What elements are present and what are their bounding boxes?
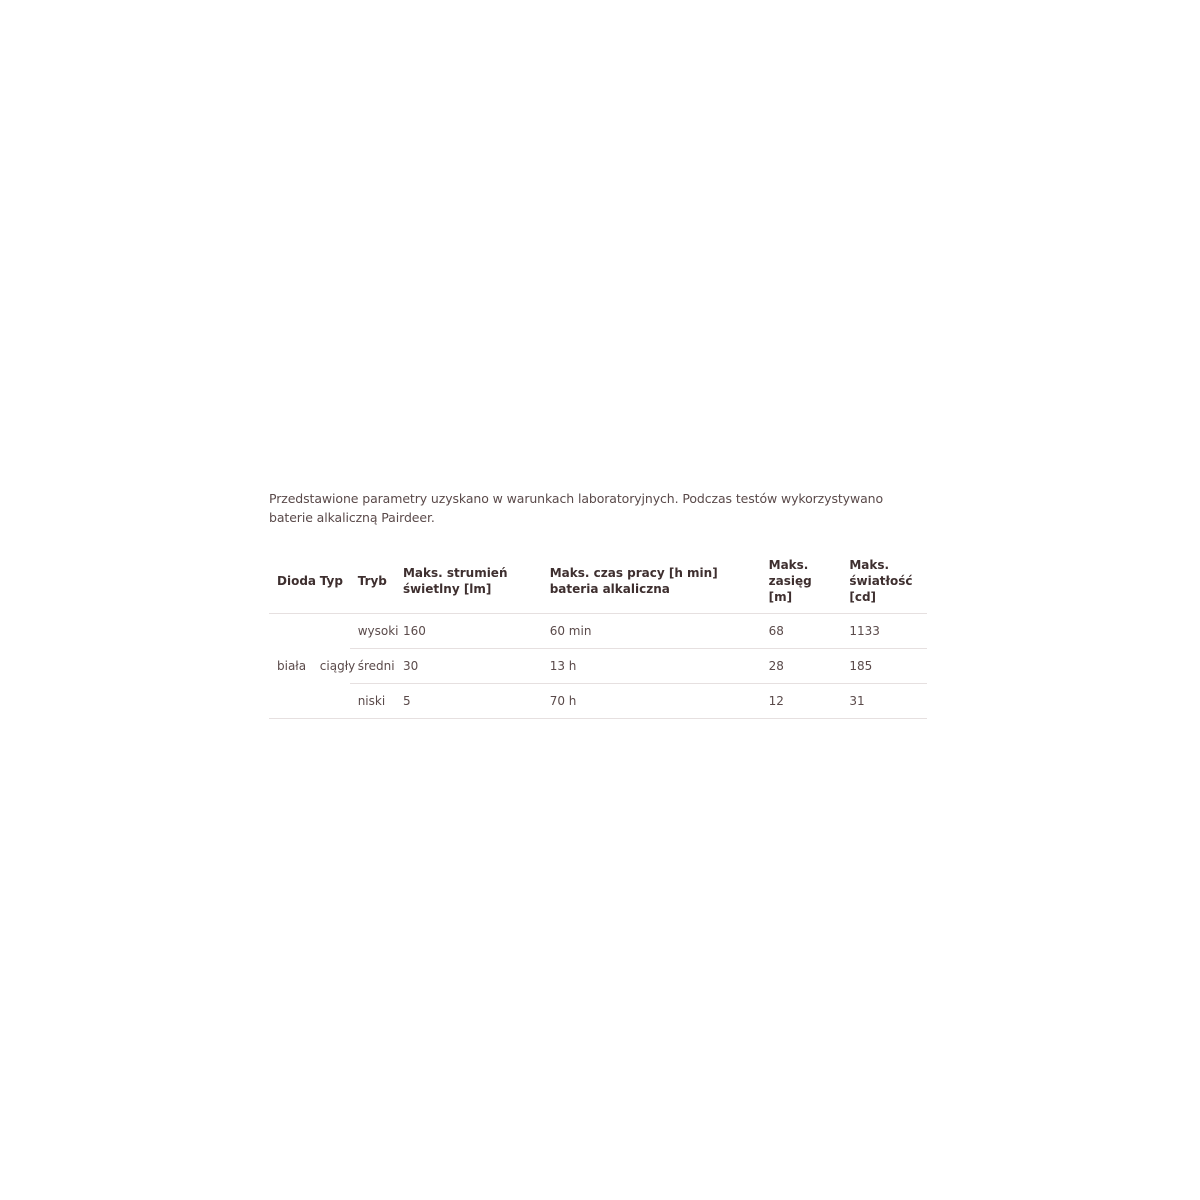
cell-tryb: średni: [350, 649, 395, 684]
header-strumien-line1: Maks. strumień: [402, 566, 508, 580]
cell-zasieg: 12: [761, 684, 842, 719]
header-czas-line1: Maks. czas pracy [h min]: [549, 566, 718, 580]
cell-swiatlosc: 1133: [841, 614, 927, 649]
header-dioda: [269, 549, 317, 614]
header-strumien-line2: świetlny [lm]: [402, 582, 492, 596]
table-row: [269, 614, 927, 649]
cell-tryb: niski: [350, 684, 395, 719]
specs-table: [269, 549, 927, 719]
cell-tryb: wysoki: [350, 614, 395, 649]
cell-typ: ciągły: [312, 614, 350, 719]
table-row: [269, 649, 927, 684]
cell-czas: 70 h: [542, 684, 761, 719]
header-typ: [312, 549, 350, 614]
cell-swiatlosc: 185: [841, 649, 927, 684]
content-area: [269, 489, 929, 719]
table-row: [269, 684, 927, 719]
cell-swiatlosc: 31: [841, 684, 927, 719]
header-zasieg-line2: zasięg [m]: [768, 574, 812, 604]
cell-dioda: biała: [269, 614, 312, 719]
header-zasieg-line1: Maks.: [768, 558, 809, 572]
cell-zasieg: 68: [761, 614, 842, 649]
header-czas-line2: bateria alkaliczna: [549, 582, 670, 596]
header-czas: [542, 549, 761, 614]
header-zasieg: [761, 549, 842, 614]
intro-paragraph: Przedstawione parametry uzyskano w warunkach laboratoryjnych. Podczas testów wykorzystywano baterie alkaliczną Pairdeer.: [269, 491, 884, 525]
header-tryb: [350, 549, 395, 614]
cell-czas: 13 h: [542, 649, 761, 684]
header-dioda-label: Dioda: [277, 574, 317, 588]
cell-strumien: 5: [395, 684, 542, 719]
cell-strumien: 30: [395, 649, 542, 684]
header-swiatlosc-line1: Maks.: [849, 558, 890, 572]
header-tryb-label: Tryb: [357, 574, 387, 588]
header-swiatlosc: [841, 549, 927, 614]
header-typ-label: Typ: [319, 574, 343, 588]
cell-zasieg: 28: [761, 649, 842, 684]
header-strumien: [395, 549, 542, 614]
table-header-row: [269, 549, 927, 614]
cell-czas: 60 min: [542, 614, 761, 649]
header-swiatlosc-line2: światłość [cd]: [849, 574, 913, 604]
cell-strumien: 160: [395, 614, 542, 649]
